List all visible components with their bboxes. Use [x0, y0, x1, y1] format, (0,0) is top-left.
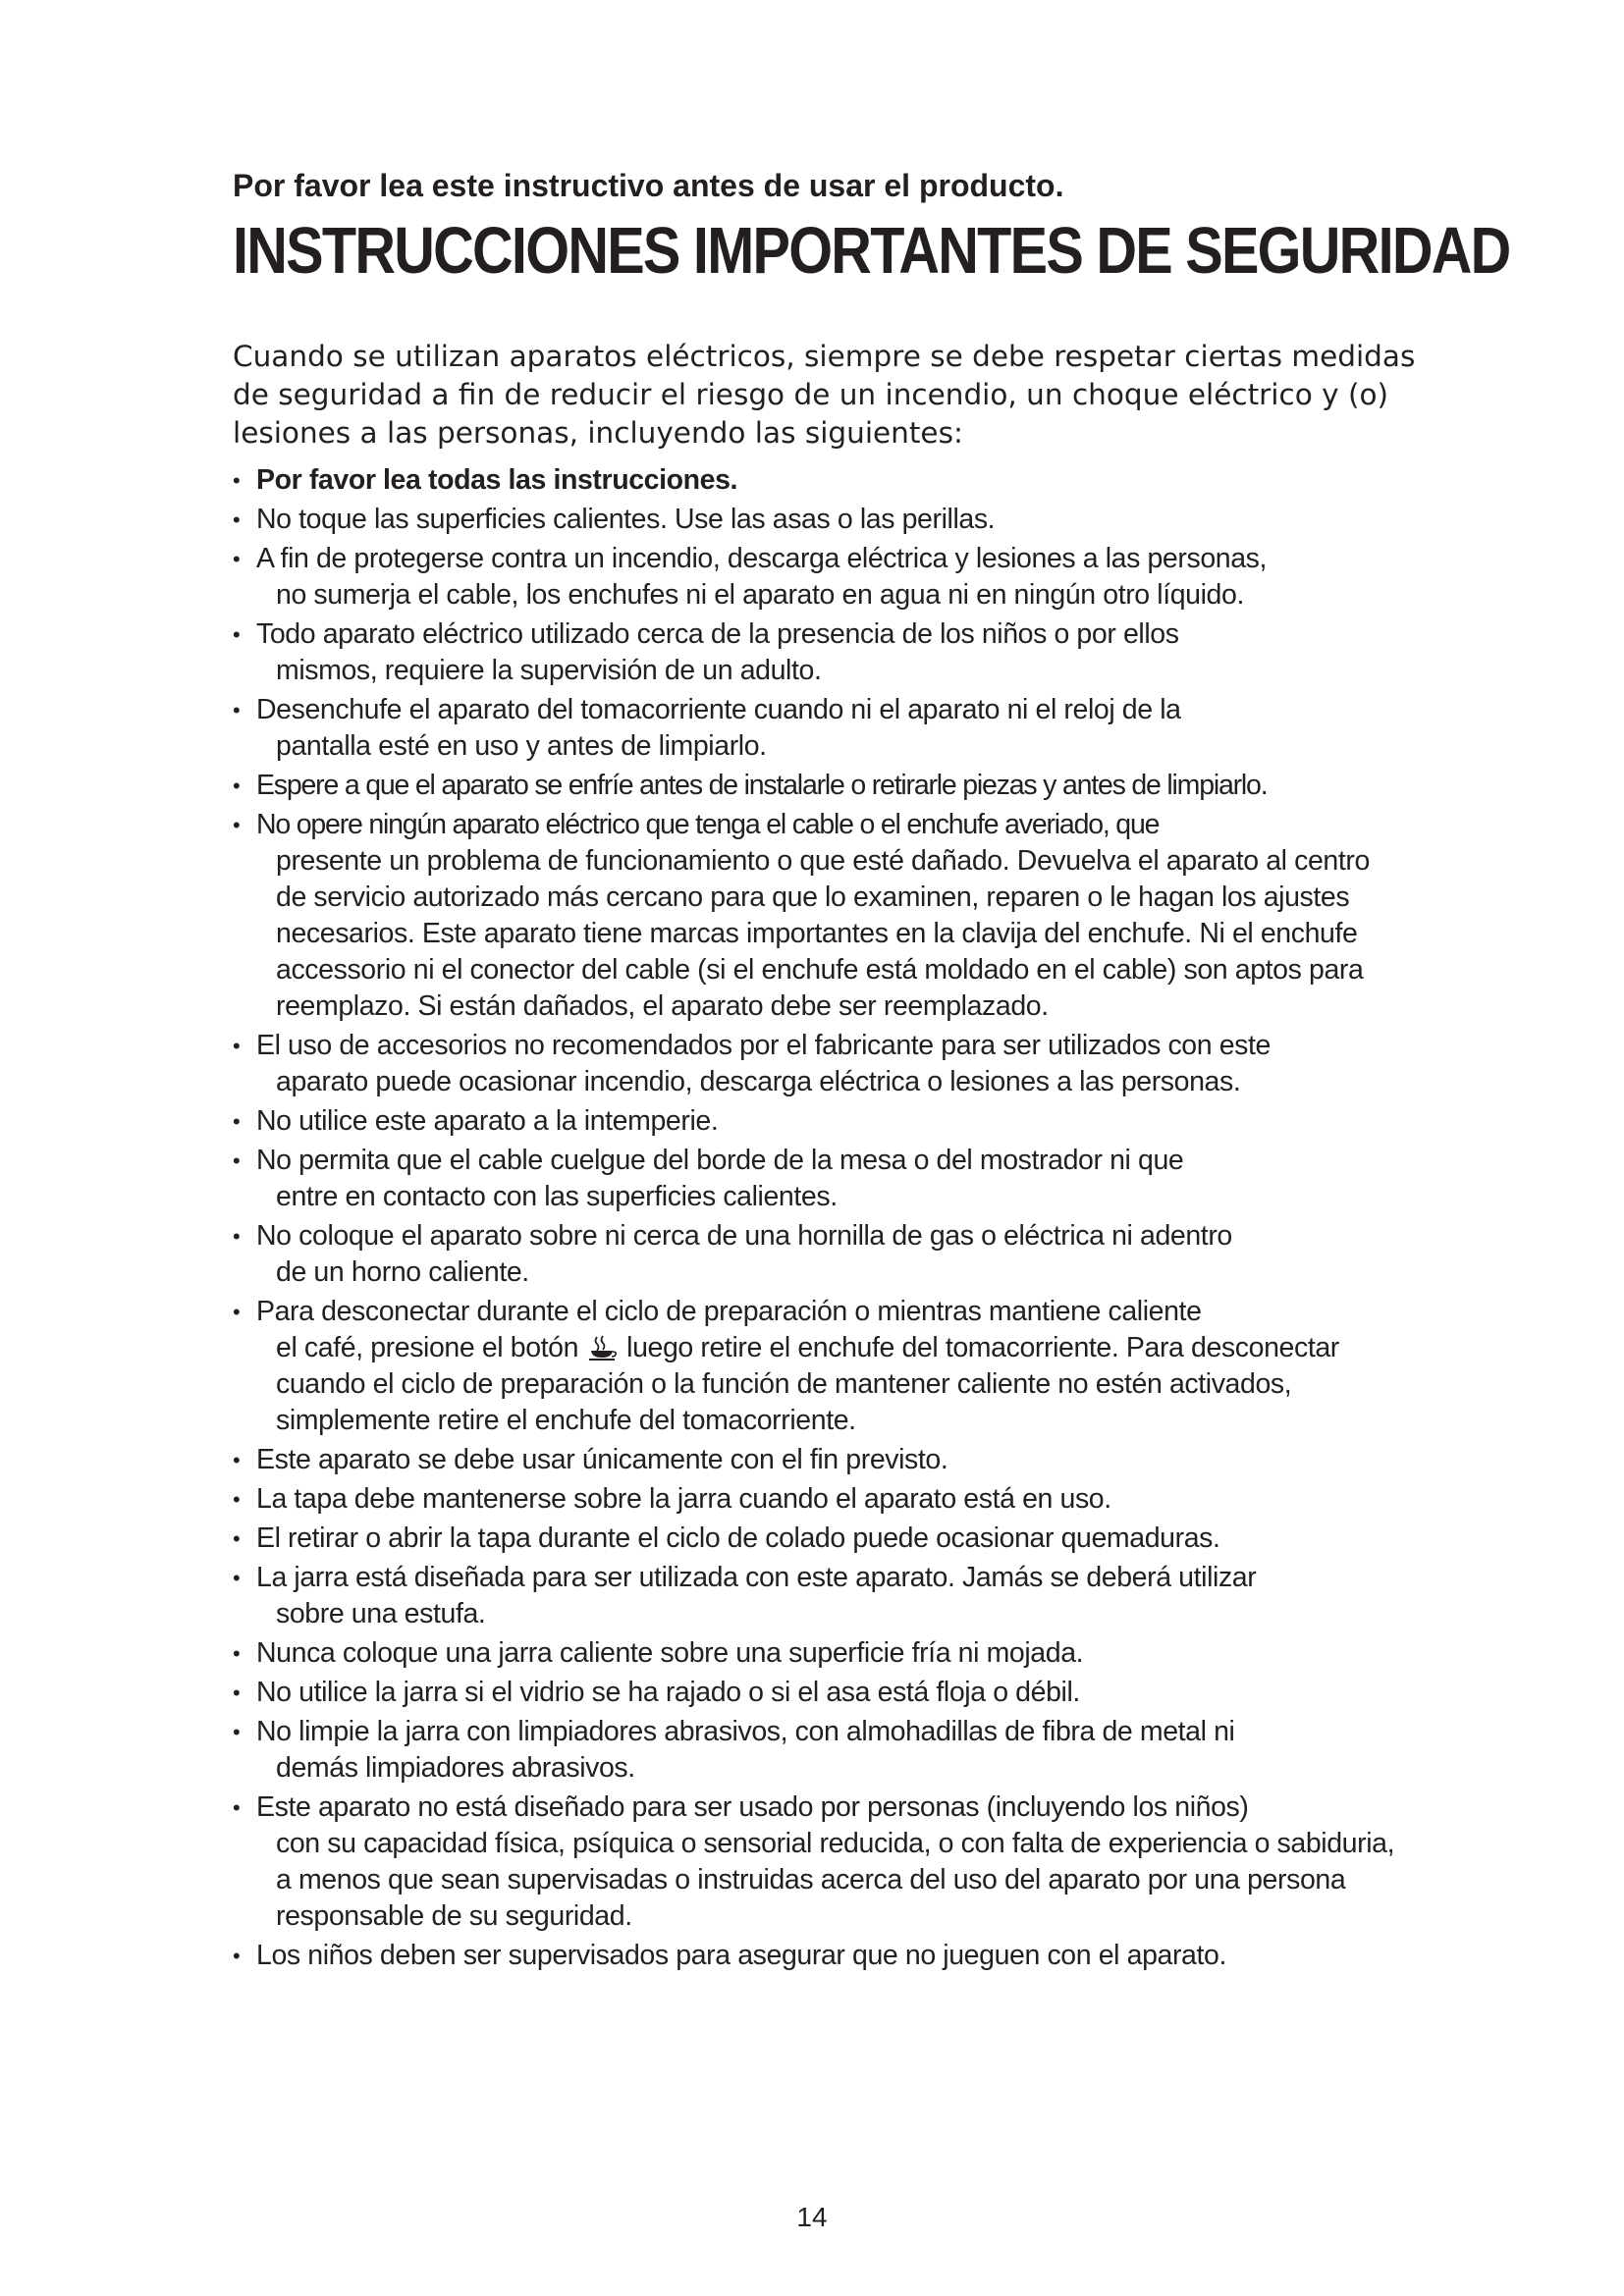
bullet-icon: •	[233, 1224, 241, 1249]
bullet-icon: •	[233, 1034, 241, 1058]
list-item: • El uso de accesorios no recomendados por el fabricante para ser utilizados con este aparato puede ocasionar incendio, descarga eléctrica o lesiones a las personas.	[233, 1030, 1271, 1097]
bullet-icon: •	[233, 1448, 241, 1472]
bullet-icon: •	[233, 1681, 241, 1705]
list-item: • Todo aparato eléctrico utilizado cerca de la presencia de los niños o por ellos mismos, requiere la supervisión de un adulto.	[233, 618, 1179, 686]
list-item: • Por favor lea todas las instrucciones.	[233, 462, 1401, 499]
list-item: • A fin de protegerse contra un incendio, descarga eléctrica y lesiones a las personas, no sumerja el cable, los enchufes ni el aparato en agua ni en ningún otro líquido.	[233, 543, 1268, 611]
list-item: • No opere ningún aparato eléctrico que tenga el cable o el enchufe averiado, que presente un problema de funcionamiento o que esté dañado. Devuelva el aparato al centro de servicio autorizado más cercano para que lo examinen, reparen o le hagan los ajustes necesarios. Este aparato tiene marcas importantes en la clavija del enchufe. Ni el enchufe accessorio ni el conector del cable (si el enchufe está moldado en el cable) son aptos para reemplazo. Si están dañados, el aparato debe ser reemplazado.	[233, 809, 1370, 1022]
bullet-icon: •	[233, 468, 241, 493]
bullet-icon: •	[233, 507, 241, 532]
list-item: • No coloque el aparato sobre ni cerca de una hornilla de gas o eléctrica ni adentro de un horno caliente.	[233, 1220, 1232, 1288]
bullet-icon: •	[233, 1109, 241, 1134]
list-item: • La jarra está diseñada para ser utilizada con este aparato. Jamás se deberá utilizar sobre una estufa.	[233, 1562, 1257, 1629]
bullet-icon: •	[233, 1566, 241, 1590]
bullet-icon: •	[233, 1487, 241, 1512]
page-title: INSTRUCCIONES IMPORTANTES DE SEGURIDAD	[233, 214, 1510, 288]
list-item: • Espere a que el aparato se enfríe antes de instalarle o retirarle piezas y antes de limpiarlo.	[233, 768, 1401, 804]
list-item: • Los niños deben ser supervisados para asegurar que no jueguen con el aparato.	[233, 1938, 1401, 1974]
list-item: • Este aparato no está diseñado para ser usado por personas (incluyendo los niños) con su capacidad física, psíquica o sensorial reducida, o con falta de experiencia o sabiduria, a menos que sean supervisadas o instruidas acerca del uso del aparato por una persona responsable de su seguridad.	[233, 1791, 1395, 1932]
page-number: 14	[796, 2202, 828, 2232]
page-content	[233, 167, 1510, 1977]
bullet-icon: •	[233, 1944, 241, 1968]
bullet-icon: •	[233, 1795, 241, 1820]
bullet-icon: •	[233, 698, 241, 722]
pre-title: Por favor lea este instructivo antes de usar el producto.	[233, 168, 1064, 203]
bullet-icon: •	[233, 813, 241, 837]
list-item: • No limpie la jarra con limpiadores abrasivos, con almohadillas de fibra de metal ni demás limpiadores abrasivos.	[233, 1716, 1235, 1784]
bullet-icon: •	[233, 622, 241, 647]
intro-paragraph: Cuando se utilizan aparatos eléctricos, siempre se debe respetar ciertas medidas de seguridad a fin de reducir el riesgo de un incendio, un choque eléctrico y (o) lesiones a las personas, incluyendo las siguientes:	[233, 340, 1416, 450]
list-item: • Para desconectar durante el ciclo de preparación o mientras mantiene caliente el café, presione el botón luego retire el enchufe del tomacorriente. Para desconectar cuando el ciclo de preparación o la función de mantener caliente no estén activados, simplemente retire el enchufe del tomacorriente.	[233, 1296, 1339, 1436]
list-item: • No utilice este aparato a la intemperie.	[233, 1103, 1401, 1140]
list-item: • No permita que el cable cuelgue del borde de la mesa o del mostrador ni que entre en contacto con las superficies calientes.	[233, 1145, 1184, 1212]
list-item: • No toque las superficies calientes. Use las asas o las perillas.	[233, 502, 1401, 538]
list-item: • Nunca coloque una jarra caliente sobre una superficie fría ni mojada.	[233, 1635, 1401, 1672]
bullet-icon: •	[233, 1526, 241, 1551]
list-item: • La tapa debe mantenerse sobre la jarra cuando el aparato está en uso.	[233, 1481, 1401, 1518]
list-item: • Este aparato se debe usar únicamente con el fin previsto.	[233, 1442, 1401, 1478]
coffee-cup-steam-icon	[588, 1335, 618, 1361]
list-item: • El retirar o abrir la tapa durante el ciclo de colado puede ocasionar quemaduras.	[233, 1521, 1401, 1557]
safety-list	[233, 462, 1401, 1974]
bullet-icon: •	[233, 1300, 241, 1324]
list-item: • No utilice la jarra si el vidrio se ha rajado o si el asa está floja o débil.	[233, 1675, 1401, 1711]
list-item: • Desenchufe el aparato del tomacorriente cuando ni el aparato ni el reloj de la pantalla esté en uso y antes de limpiarlo.	[233, 694, 1181, 762]
bullet-icon: •	[233, 1720, 241, 1744]
bullet-icon: •	[233, 1148, 241, 1173]
bullet-icon: •	[233, 547, 241, 571]
bullet-icon: •	[233, 1641, 241, 1666]
bullet-icon: •	[233, 774, 241, 798]
